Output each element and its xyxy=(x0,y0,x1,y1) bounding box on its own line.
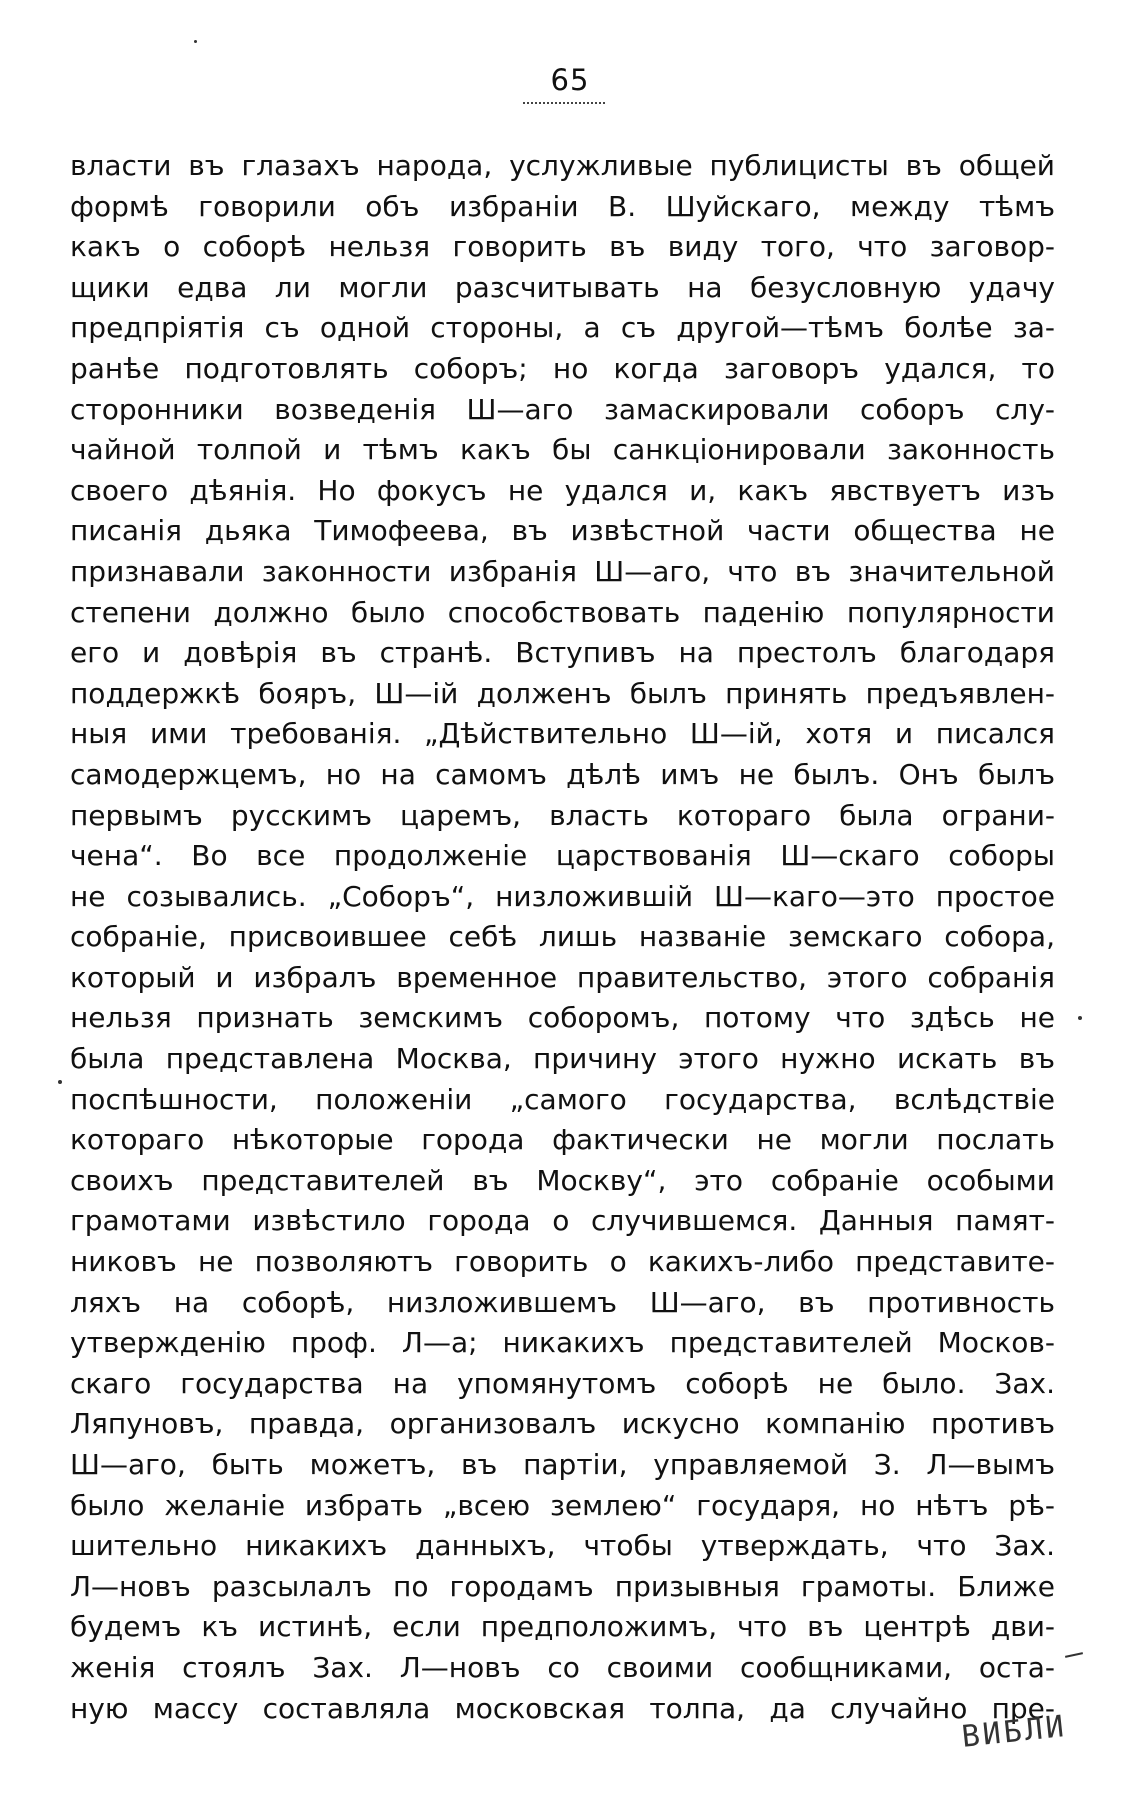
text-line: сторонники возведенія Ш—аго замаскировали соборъ слу- xyxy=(70,392,1055,426)
scan-speck xyxy=(1065,1652,1083,1658)
text-line: скаго государства на упомянутомъ соборѣ не было. Зах. xyxy=(70,1366,1055,1400)
text-line: писанія дьяка Тимофеева, въ извѣстной части общества не xyxy=(70,514,1055,548)
text-line: никовъ не позволяютъ говорить о какихъ-либо представите- xyxy=(70,1245,1055,1279)
text-line: степени должно было способствовать паденію популярности xyxy=(70,595,1055,629)
text-line: утвержденію проф. Л—а; никакихъ представителей Москов- xyxy=(70,1326,1055,1360)
text-line: власти въ глазахъ народа, услужливые публицисты въ общей xyxy=(70,149,1055,182)
page-number: 65 xyxy=(550,63,590,97)
text-line: чайной толпой и тѣмъ какъ бы санкціонировали законность xyxy=(70,433,1055,467)
text-line: грамотами извѣстило города о случившемся. Данныя памят- xyxy=(70,1204,1055,1238)
text-line: формѣ говорили объ избраніи В. Шуйскаго, между тѣмъ xyxy=(70,189,1055,223)
text-line: первымъ русскимъ царемъ, власть котораго была ограни- xyxy=(70,798,1055,832)
text-line: своихъ представителей въ Москву“, это собраніе особыми xyxy=(70,1163,1055,1197)
text-line: своего дѣянія. Но фокусъ не удался и, какъ явствуетъ изъ xyxy=(70,473,1055,507)
text-line: ранѣе подготовлять соборъ; но когда заговоръ удался, то xyxy=(70,351,1055,385)
body-text xyxy=(70,146,1055,1729)
text-line: женія стоялъ Зах. Л—новъ со своими сообщниками, оста- xyxy=(70,1650,1055,1684)
text-line: будемъ къ истинѣ, если предположимъ, что въ центрѣ дви- xyxy=(70,1610,1055,1644)
text-line: щики едва ли могли разсчитывать на безусловную удачу xyxy=(70,270,1055,304)
text-line: признавали законности избранія Ш—аго, что въ значительной xyxy=(70,554,1055,588)
scan-speck xyxy=(194,40,197,43)
text-line: самодержцемъ, но на самомъ дѣлѣ имъ не былъ. Онъ былъ xyxy=(70,757,1055,791)
text-line: котораго нѣкоторые города фактически не могли послать xyxy=(70,1123,1055,1157)
text-line: была представлена Москва, причину этого нужно искать въ xyxy=(70,1042,1055,1076)
text-line: не созывались. „Соборъ“, низложившій Ш—каго—это простое xyxy=(70,879,1055,913)
text-line: какъ о соборѣ нельзя говорить въ виду того, что заговор- xyxy=(70,230,1055,264)
scan-speck xyxy=(1078,1016,1082,1020)
page-number-underline xyxy=(523,102,605,104)
text-line: шительно никакихъ данныхъ, чтобы утверждать, что Зах. xyxy=(70,1529,1055,1563)
text-line: поспѣшности, положеніи „самого государства, вслѣдствіе xyxy=(70,1082,1055,1116)
text-line: поддержкѣ бояръ, Ш—ій долженъ былъ принять предъявлен- xyxy=(70,676,1055,710)
text-line: его и довѣрія въ странѣ. Вступивъ на престолъ благодаря xyxy=(70,636,1055,670)
text-line: ную массу составляла московская толпа, да случайно пре- xyxy=(70,1691,1055,1725)
scan-speck xyxy=(58,1080,62,1084)
library-stamp: ВИБЛИ xyxy=(960,1708,1069,1755)
text-line: Л—новъ разсылалъ по городамъ призывныя грамоты. Ближе xyxy=(70,1569,1055,1603)
text-line: нельзя признать земскимъ соборомъ, потому что здѣсь не xyxy=(70,1001,1055,1035)
text-line: Ш—аго, быть можетъ, въ партіи, управляемой З. Л—вымъ xyxy=(70,1448,1055,1481)
text-line: ляхъ на соборѣ, низложившемъ Ш—аго, въ противность xyxy=(70,1285,1055,1319)
text-line: предпріятія съ одной стороны, а съ другой—тѣмъ болѣе за- xyxy=(70,311,1055,345)
text-line: Ляпуновъ, правда, организовалъ искусно компанію противъ xyxy=(70,1407,1055,1441)
text-line: чена“. Во все продолженіе царствованія Ш—скаго соборы xyxy=(70,839,1055,873)
text-line: собраніе, присвоившее себѣ лишь названіе земскаго собора, xyxy=(70,920,1055,954)
text-line: который и избралъ временное правительство, этого собранія xyxy=(70,960,1055,994)
text-line: было желаніе избрать „всею землею“ государя, но нѣтъ рѣ- xyxy=(70,1488,1055,1522)
text-line: ныя ими требованія. „Дѣйствительно Ш—ій, хотя и писался xyxy=(70,717,1055,751)
